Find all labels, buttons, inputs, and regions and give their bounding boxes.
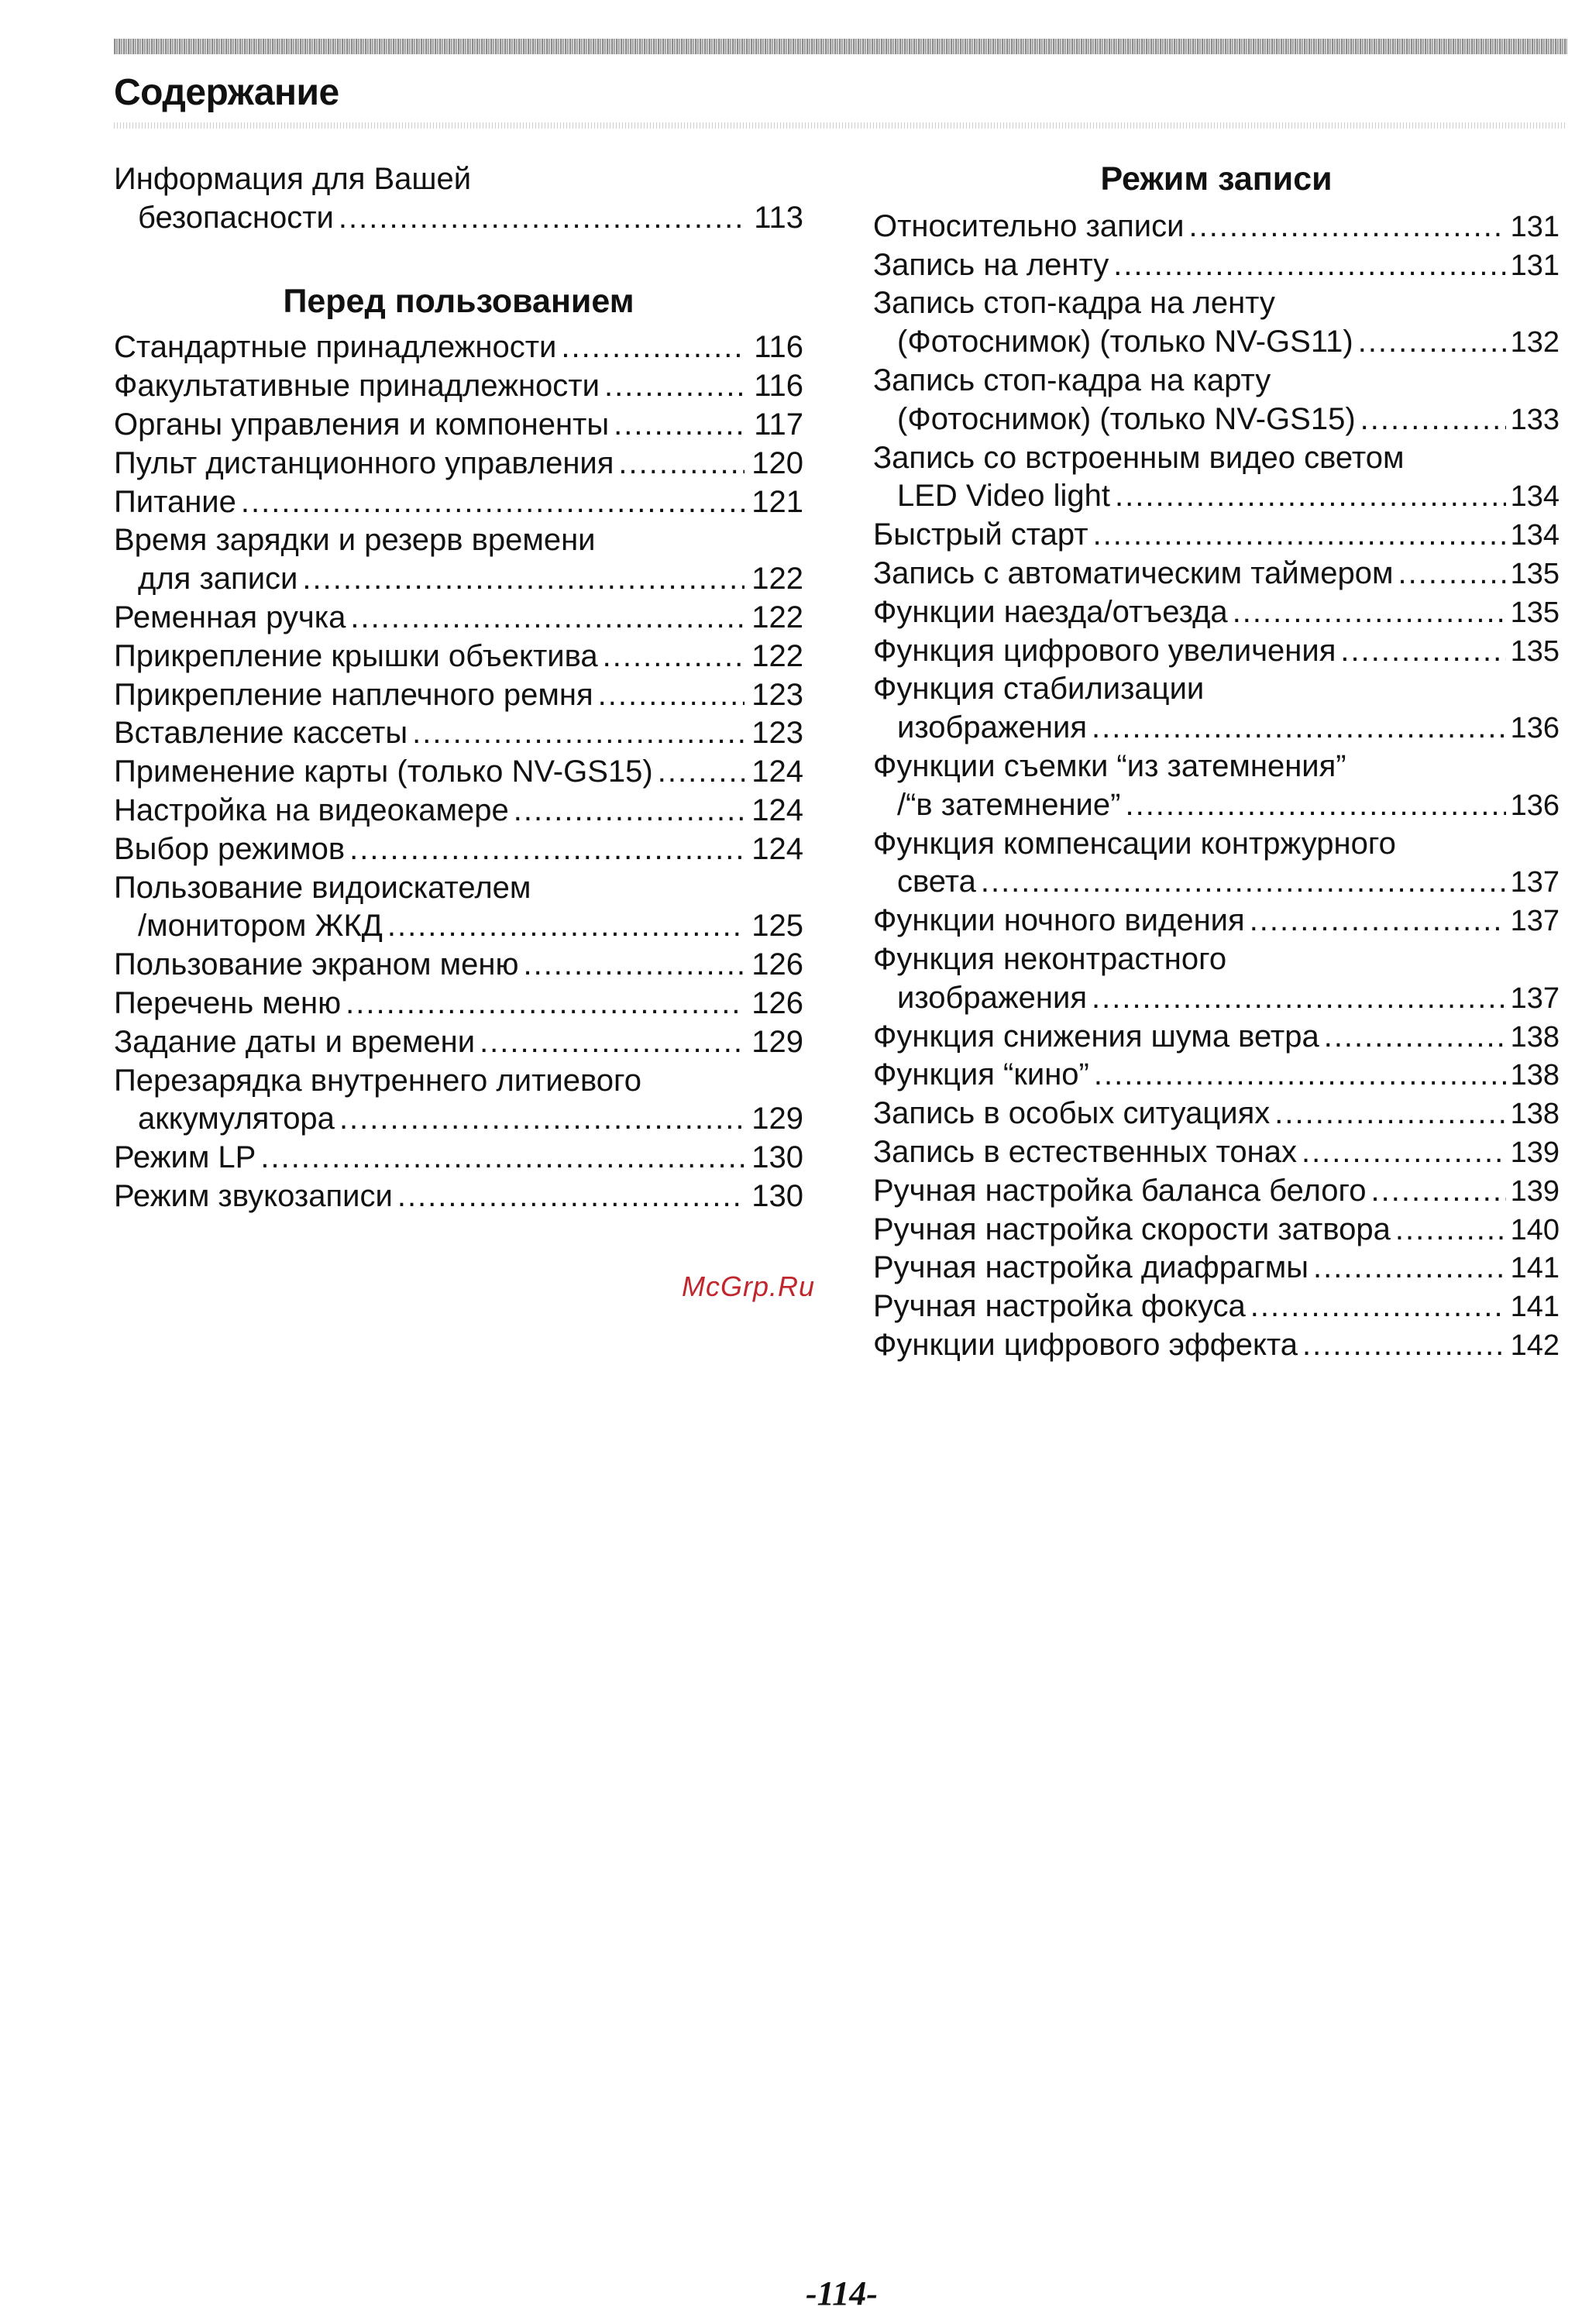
toc-entry[interactable] (114, 1177, 803, 1216)
dot-leader (1313, 1249, 1506, 1287)
dot-leader (1093, 516, 1506, 555)
toc-page-number: 116 (754, 369, 803, 404)
toc-page-number: 137 (1510, 866, 1560, 899)
dot-leader (1092, 979, 1506, 1018)
toc-entry-text: Вставление кассеты (114, 716, 408, 751)
toc-entry-text: Режим звукозаписи (114, 1178, 393, 1213)
toc-entry-text: Функция неконтрастного (873, 941, 1227, 976)
toc-entry-line (873, 825, 1560, 864)
toc-entry-text: Функции съемки “из затемнения” (873, 748, 1346, 783)
toc-page-number: 117 (754, 407, 803, 442)
toc-page-number: 116 (754, 330, 803, 365)
toc-entry-text: Относительно записи (873, 208, 1185, 243)
toc-entry-line (114, 1100, 803, 1139)
toc-entry-text: Функция снижения шума ветра (873, 1019, 1319, 1054)
dot-leader (604, 367, 745, 406)
toc-page-number: 139 (1510, 1136, 1560, 1169)
toc-page-number: 138 (1510, 1059, 1560, 1092)
toc-entry-line (873, 362, 1560, 401)
toc-page-number: 131 (1510, 249, 1560, 282)
toc-entry-text: Запись в особых ситуациях (873, 1096, 1271, 1131)
dot-leader (1250, 1287, 1506, 1326)
toc-entry-text: Пользование экраном меню (114, 947, 519, 982)
toc-entry-line (873, 208, 1560, 246)
toc-entry-text: /монитором ЖКД (138, 909, 383, 944)
dot-leader (514, 792, 745, 830)
toc-entry[interactable] (114, 638, 803, 676)
toc-entry-line (873, 401, 1560, 439)
toc-page-number: 138 (1510, 1020, 1560, 1054)
toc-entry-line (114, 406, 803, 445)
toc-entry-line (873, 1326, 1560, 1365)
toc-entry-text: LED Video light (897, 479, 1110, 514)
toc-entry-line (873, 1287, 1560, 1326)
toc-page-number: 135 (1510, 557, 1560, 590)
dot-leader (1233, 593, 1506, 632)
toc-entry[interactable] (114, 830, 803, 869)
toc-page-number: 134 (1510, 519, 1560, 552)
toc-entry-text: Пульт дистанционного управления (114, 445, 614, 480)
dot-leader (1092, 709, 1506, 748)
toc-entry[interactable] (114, 1062, 803, 1140)
toc-entry-line (873, 323, 1560, 362)
toc-page-number: 122 (751, 638, 803, 673)
toc-entry[interactable] (114, 328, 803, 367)
toc-entry-text: изображения (897, 980, 1087, 1015)
toc-entry-text: Ручная настройка баланса белого (873, 1173, 1367, 1208)
toc-entry-line (873, 902, 1560, 940)
toc-entry[interactable] (873, 246, 1560, 285)
toc-entry-line (873, 246, 1560, 285)
dot-leader (614, 406, 745, 445)
dot-leader (981, 863, 1506, 902)
toc-entry[interactable] (114, 753, 803, 792)
toc-entry-line (114, 792, 803, 830)
toc-entry-text: /“в затемнение” (897, 787, 1121, 822)
toc-entry-line (114, 753, 803, 792)
toc-entry-line (114, 483, 803, 522)
toc-page-number: 120 (751, 445, 803, 480)
toc-entry[interactable] (114, 160, 803, 238)
dot-leader (1113, 246, 1505, 285)
toc-entry-text: Стандартные принадлежности (114, 330, 557, 365)
toc-page-number: 130 (751, 1178, 803, 1213)
toc-entry-line (873, 670, 1560, 709)
dot-leader (598, 676, 745, 715)
toc-entry[interactable] (114, 521, 803, 599)
toc-entry-text: Ременная ручка (114, 600, 346, 634)
toc-entry-line (873, 593, 1560, 632)
dot-leader (561, 328, 745, 367)
toc-page-number: 126 (751, 947, 803, 982)
toc-entry-line (114, 714, 803, 753)
toc-entry-line (873, 863, 1560, 902)
toc-page-number: 131 (1510, 210, 1560, 243)
dot-leader (618, 445, 745, 483)
toc-entry-text: Прикрепление наплечного ремня (114, 677, 593, 712)
dot-leader (1395, 1211, 1506, 1250)
toc-entry-text: Задание даты и времени (114, 1024, 476, 1059)
toc-entry[interactable] (873, 748, 1560, 825)
toc-entry-text: Перезарядка внутреннего литиевого (114, 1063, 641, 1098)
toc-entry[interactable] (873, 208, 1560, 246)
toc-page-number: 124 (751, 831, 803, 866)
toc-entry-text: Функции наезда/отъезда (873, 594, 1228, 629)
dot-leader (260, 1139, 745, 1177)
toc-entry[interactable] (873, 1172, 1560, 1211)
dot-leader (1360, 401, 1506, 439)
toc-entry[interactable] (873, 593, 1560, 632)
dot-leader (1115, 477, 1506, 516)
toc-entry[interactable] (873, 825, 1560, 902)
toc-entry-line (873, 786, 1560, 825)
toc-entry-line (114, 869, 803, 908)
toc-page-number: 132 (1510, 326, 1560, 359)
toc-page-number: 113 (754, 200, 803, 235)
header-band (114, 39, 1567, 54)
toc-entry-line (114, 560, 803, 599)
toc-page-number: 138 (1510, 1098, 1560, 1131)
toc-page-number: 126 (751, 985, 803, 1020)
toc-entry-text: Функция цифрового увеличения (873, 633, 1336, 668)
dot-leader (1371, 1172, 1506, 1211)
toc-entry-text: Запись стоп-кадра на карту (873, 363, 1271, 397)
toc-entry[interactable] (873, 940, 1560, 1018)
dot-leader (1398, 555, 1505, 593)
toc-entry-text: света (897, 865, 976, 899)
toc-entry-line (114, 328, 803, 367)
toc-entry-line (114, 1023, 803, 1062)
toc-entry-text: Запись со встроенным видео светом (873, 440, 1405, 475)
toc-entry-line (873, 1172, 1560, 1211)
toc-entry-text: Настройка на видеокамере (114, 792, 509, 827)
toc-entry-text: Ручная настройка фокуса (873, 1289, 1246, 1324)
dot-leader (1340, 632, 1505, 671)
title-rule (114, 122, 1567, 129)
toc-entry[interactable] (873, 1249, 1560, 1287)
toc-page-number: 136 (1510, 789, 1560, 822)
toc-entry[interactable] (873, 1211, 1560, 1250)
toc-page-number: 142 (1510, 1329, 1560, 1362)
toc-entry-line (873, 1018, 1560, 1057)
toc-entry-line (114, 946, 803, 985)
dot-leader (480, 1023, 745, 1062)
toc-page-number: 141 (1510, 1291, 1560, 1324)
toc-entry-text: Время зарядки и резерв времени (114, 523, 596, 558)
toc-page-number: 135 (1510, 634, 1560, 668)
dot-leader (302, 560, 745, 599)
dot-leader (350, 599, 745, 638)
page-number: -114- (806, 2274, 878, 2312)
dot-leader (346, 985, 745, 1023)
dot-leader (1274, 1095, 1505, 1133)
toc-entry-text: Питание (114, 484, 236, 519)
toc-entry-line (873, 979, 1560, 1018)
toc-entry[interactable] (873, 1287, 1560, 1326)
toc-entry[interactable] (114, 483, 803, 522)
toc-entry-text: Запись в естественных тонах (873, 1134, 1297, 1169)
toc-entry[interactable] (873, 555, 1560, 593)
toc-entry-line (114, 1062, 803, 1101)
dot-leader (603, 638, 745, 676)
toc-entry-line (114, 199, 803, 238)
page-title: Содержание (114, 72, 339, 113)
toc-entry[interactable] (114, 1023, 803, 1062)
toc-entry-line (873, 709, 1560, 748)
toc-entry-text: Органы управления и компоненты (114, 407, 610, 442)
toc-entry[interactable] (873, 516, 1560, 555)
dot-leader (1324, 1018, 1506, 1057)
toc-page-number: 129 (751, 1024, 803, 1059)
toc-entry[interactable] (873, 1056, 1560, 1095)
toc-entry-text: Ручная настройка скорости затвора (873, 1212, 1391, 1246)
toc-entry-text: Быстрый старт (873, 517, 1088, 552)
dot-leader (1358, 323, 1506, 362)
toc-entry[interactable] (114, 985, 803, 1023)
toc-entry-line (114, 521, 803, 560)
toc-page-number: 125 (751, 909, 803, 944)
toc-entry-line (114, 599, 803, 638)
toc-entry-text: Применение карты (только NV-GS15) (114, 755, 653, 789)
toc-entry-line (873, 632, 1560, 671)
toc-entry-line (114, 907, 803, 946)
toc-entry-text: (Фотоснимок) (только NV-GS15) (897, 401, 1356, 436)
toc-entry[interactable] (114, 599, 803, 638)
dot-leader (1302, 1326, 1506, 1365)
toc-entry[interactable] (114, 946, 803, 985)
toc-entry[interactable] (114, 676, 803, 715)
dot-leader (1302, 1133, 1506, 1172)
toc-page-number: 124 (751, 792, 803, 827)
toc-entry[interactable] (873, 1018, 1560, 1057)
toc-entry-line (114, 638, 803, 676)
toc-entry-text: Ручная настройка диафрагмы (873, 1250, 1309, 1285)
dot-leader (412, 714, 745, 753)
dot-leader (658, 753, 745, 792)
dot-leader (387, 907, 745, 946)
toc-page-number: 137 (1510, 982, 1560, 1015)
toc-entry[interactable] (873, 284, 1560, 362)
toc-entry-text: для записи (138, 562, 298, 596)
toc-entry[interactable] (114, 445, 803, 483)
toc-entry-text: Запись с автоматическим таймером (873, 555, 1394, 590)
toc-page-number: 137 (1510, 905, 1560, 938)
toc-entry-line (873, 1249, 1560, 1287)
toc-entry-text: Перечень меню (114, 985, 342, 1020)
toc-page-number: 139 (1510, 1174, 1560, 1208)
toc-entry-text: аккумулятора (138, 1102, 335, 1136)
toc-entry-line (873, 555, 1560, 593)
toc-page-number: 124 (751, 755, 803, 789)
toc-entry-text: Запись на ленту (873, 247, 1109, 282)
toc-page-number: 135 (1510, 596, 1560, 629)
toc-entry-text: Функция стабилизации (873, 672, 1205, 706)
toc-entry[interactable] (873, 362, 1560, 439)
toc-entry-text: Функция компенсации контржурного (873, 826, 1396, 861)
toc-entry-line (114, 1177, 803, 1216)
toc-entry-line (873, 748, 1560, 786)
toc-entry[interactable] (873, 439, 1560, 517)
toc-entry-line (114, 985, 803, 1023)
toc-entry-text: Факультативные принадлежности (114, 369, 600, 404)
toc-entry-line (873, 439, 1560, 478)
section-heading-recording-mode: Режим записи (1100, 160, 1333, 198)
dot-leader (1125, 786, 1505, 825)
toc-entry[interactable] (114, 367, 803, 406)
toc-entry-line (873, 1095, 1560, 1133)
toc-entry-text: Прикрепление крышки объектива (114, 638, 598, 673)
toc-entry[interactable] (873, 632, 1560, 671)
toc-entry-text: Функция “кино” (873, 1057, 1089, 1092)
toc-entry-text: (Фотоснимок) (только NV-GS11) (897, 325, 1353, 359)
dot-leader (523, 946, 745, 985)
toc-page-number: 134 (1510, 480, 1560, 514)
toc-entry[interactable] (114, 714, 803, 753)
toc-entry-line (873, 516, 1560, 555)
toc-entry-line (873, 284, 1560, 323)
toc-page-number: 123 (751, 677, 803, 712)
dot-leader (1250, 902, 1506, 940)
toc-entry-line (114, 160, 803, 199)
toc-entry-text: Запись стоп-кадра на ленту (873, 286, 1275, 321)
toc-entry[interactable] (873, 670, 1560, 748)
toc-page-number: 140 (1510, 1213, 1560, 1246)
dot-leader (339, 199, 745, 238)
toc-left-column (114, 160, 803, 1216)
toc-entry-text: изображения (897, 710, 1087, 745)
toc-entry[interactable] (873, 902, 1560, 940)
watermark: McGrp.Ru (682, 1270, 816, 1302)
toc-page-number: 121 (751, 484, 803, 519)
dot-leader (1094, 1056, 1506, 1095)
toc-entry-line (873, 1056, 1560, 1095)
toc-entry[interactable] (114, 869, 803, 947)
dot-leader (339, 1100, 745, 1139)
toc-entry[interactable] (873, 1133, 1560, 1172)
toc-entry-line (873, 1211, 1560, 1250)
toc-entry-line (114, 676, 803, 715)
toc-entry[interactable] (873, 1326, 1560, 1365)
toc-right-column (873, 160, 1560, 1365)
toc-page-number: 136 (1510, 712, 1560, 745)
toc-entry-line (114, 830, 803, 869)
toc-entry-text: Режим LP (114, 1140, 256, 1175)
section-heading-before-use: Перед пользованием (283, 282, 634, 320)
toc-entry-line (873, 940, 1560, 979)
toc-entry-line (873, 1133, 1560, 1172)
toc-entry-text: Пользование видоискателем (114, 870, 531, 905)
dot-leader (1188, 208, 1505, 246)
toc-entry[interactable] (114, 792, 803, 830)
toc-page-number: 141 (1510, 1252, 1560, 1285)
toc-entry[interactable] (114, 406, 803, 445)
dot-leader (349, 830, 745, 869)
toc-page-number: 122 (751, 562, 803, 596)
toc-page-number: 130 (751, 1140, 803, 1175)
toc-entry-text: Информация для Вашей (114, 162, 472, 196)
toc-entry-line (114, 367, 803, 406)
toc-entry-line (114, 445, 803, 483)
toc-entry[interactable] (114, 1139, 803, 1177)
toc-page-number: 123 (751, 716, 803, 751)
toc-entry-line (873, 477, 1560, 516)
toc-entry-text: безопасности (138, 200, 334, 235)
toc-entry-text: Выбор режимов (114, 831, 346, 866)
dot-leader (397, 1177, 745, 1216)
toc-entry-text: Функции цифрового эффекта (873, 1327, 1298, 1362)
toc-entry-line (114, 1139, 803, 1177)
toc-page-number: 122 (751, 600, 803, 634)
dot-leader (241, 483, 745, 522)
toc-page-number: 129 (751, 1102, 803, 1136)
toc-page-number: 133 (1510, 403, 1560, 436)
toc-entry[interactable] (873, 1095, 1560, 1133)
toc-entry-text: Функции ночного видения (873, 903, 1245, 938)
